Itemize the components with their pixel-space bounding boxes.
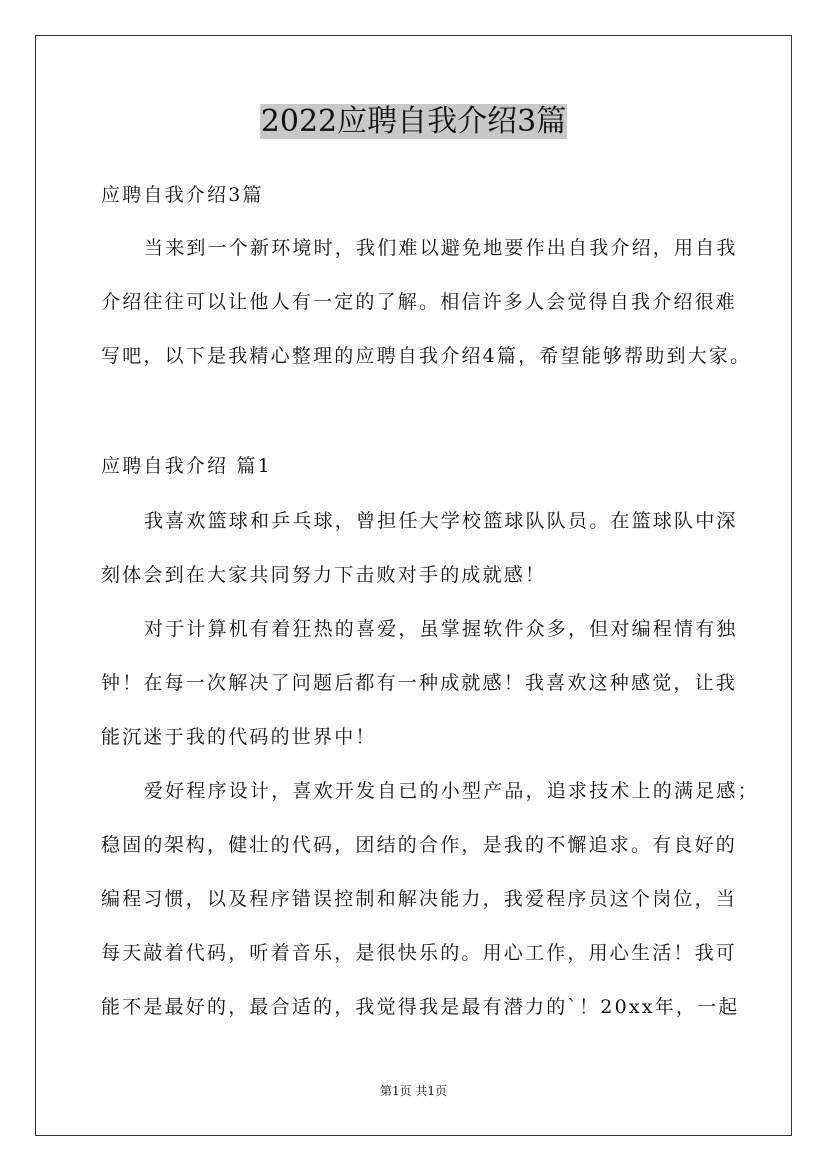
para2-line-3: 能沉迷于我的代码的世界中！: [101, 726, 377, 748]
para1-line-2: 刻体会到在大家共同努力下击败对手的成就感！: [101, 564, 547, 586]
page-number: 第1页 共1页: [379, 1084, 448, 1098]
intro-line-2: 介绍往往可以让他人有一定的了解。相信许多人会觉得自我介绍很难: [101, 291, 738, 313]
para1-line-1: 我喜欢篮球和乒乓球，曾担任大学校篮球队队员。在篮球队中深: [144, 510, 738, 532]
para2-line-1: 对于计算机有着狂热的喜爱，虽掌握软件众多，但对编程情有独: [144, 618, 738, 640]
intro-line-1: 当来到一个新环境时，我们难以避免地要作出自我介绍，用自我: [144, 237, 738, 259]
document-title: 2022应聘自我介绍3篇: [260, 104, 567, 139]
para3-line-5: 能不是最好的，最合适的，我觉得我是最有潜力的`！20xx年，一起: [101, 996, 740, 1018]
section-heading: 应聘自我介绍 篇1: [101, 455, 272, 477]
para3-line-1: 爱好程序设计，喜欢开发自已的小型产品，追求技术上的满足感；: [144, 780, 759, 802]
para3-line-3: 编程习惯，以及程序错误控制和解决能力，我爱程序员这个岗位，当: [101, 888, 738, 910]
document-subtitle: 应聘自我介绍3篇: [101, 184, 264, 206]
para3-line-2: 稳固的架构，健壮的代码，团结的合作，是我的不懈追求。有良好的: [101, 834, 738, 856]
para2-line-2: 钟！在每一次解决了问题后都有一种成就感！我喜欢这种感觉，让我: [101, 672, 738, 694]
para3-line-4: 每天敲着代码，听着音乐，是很快乐的。用心工作，用心生活！我可: [101, 942, 738, 964]
intro-line-3: 写吧，以下是我精心整理的应聘自我介绍4篇，希望能够帮助到大家。: [101, 345, 752, 367]
